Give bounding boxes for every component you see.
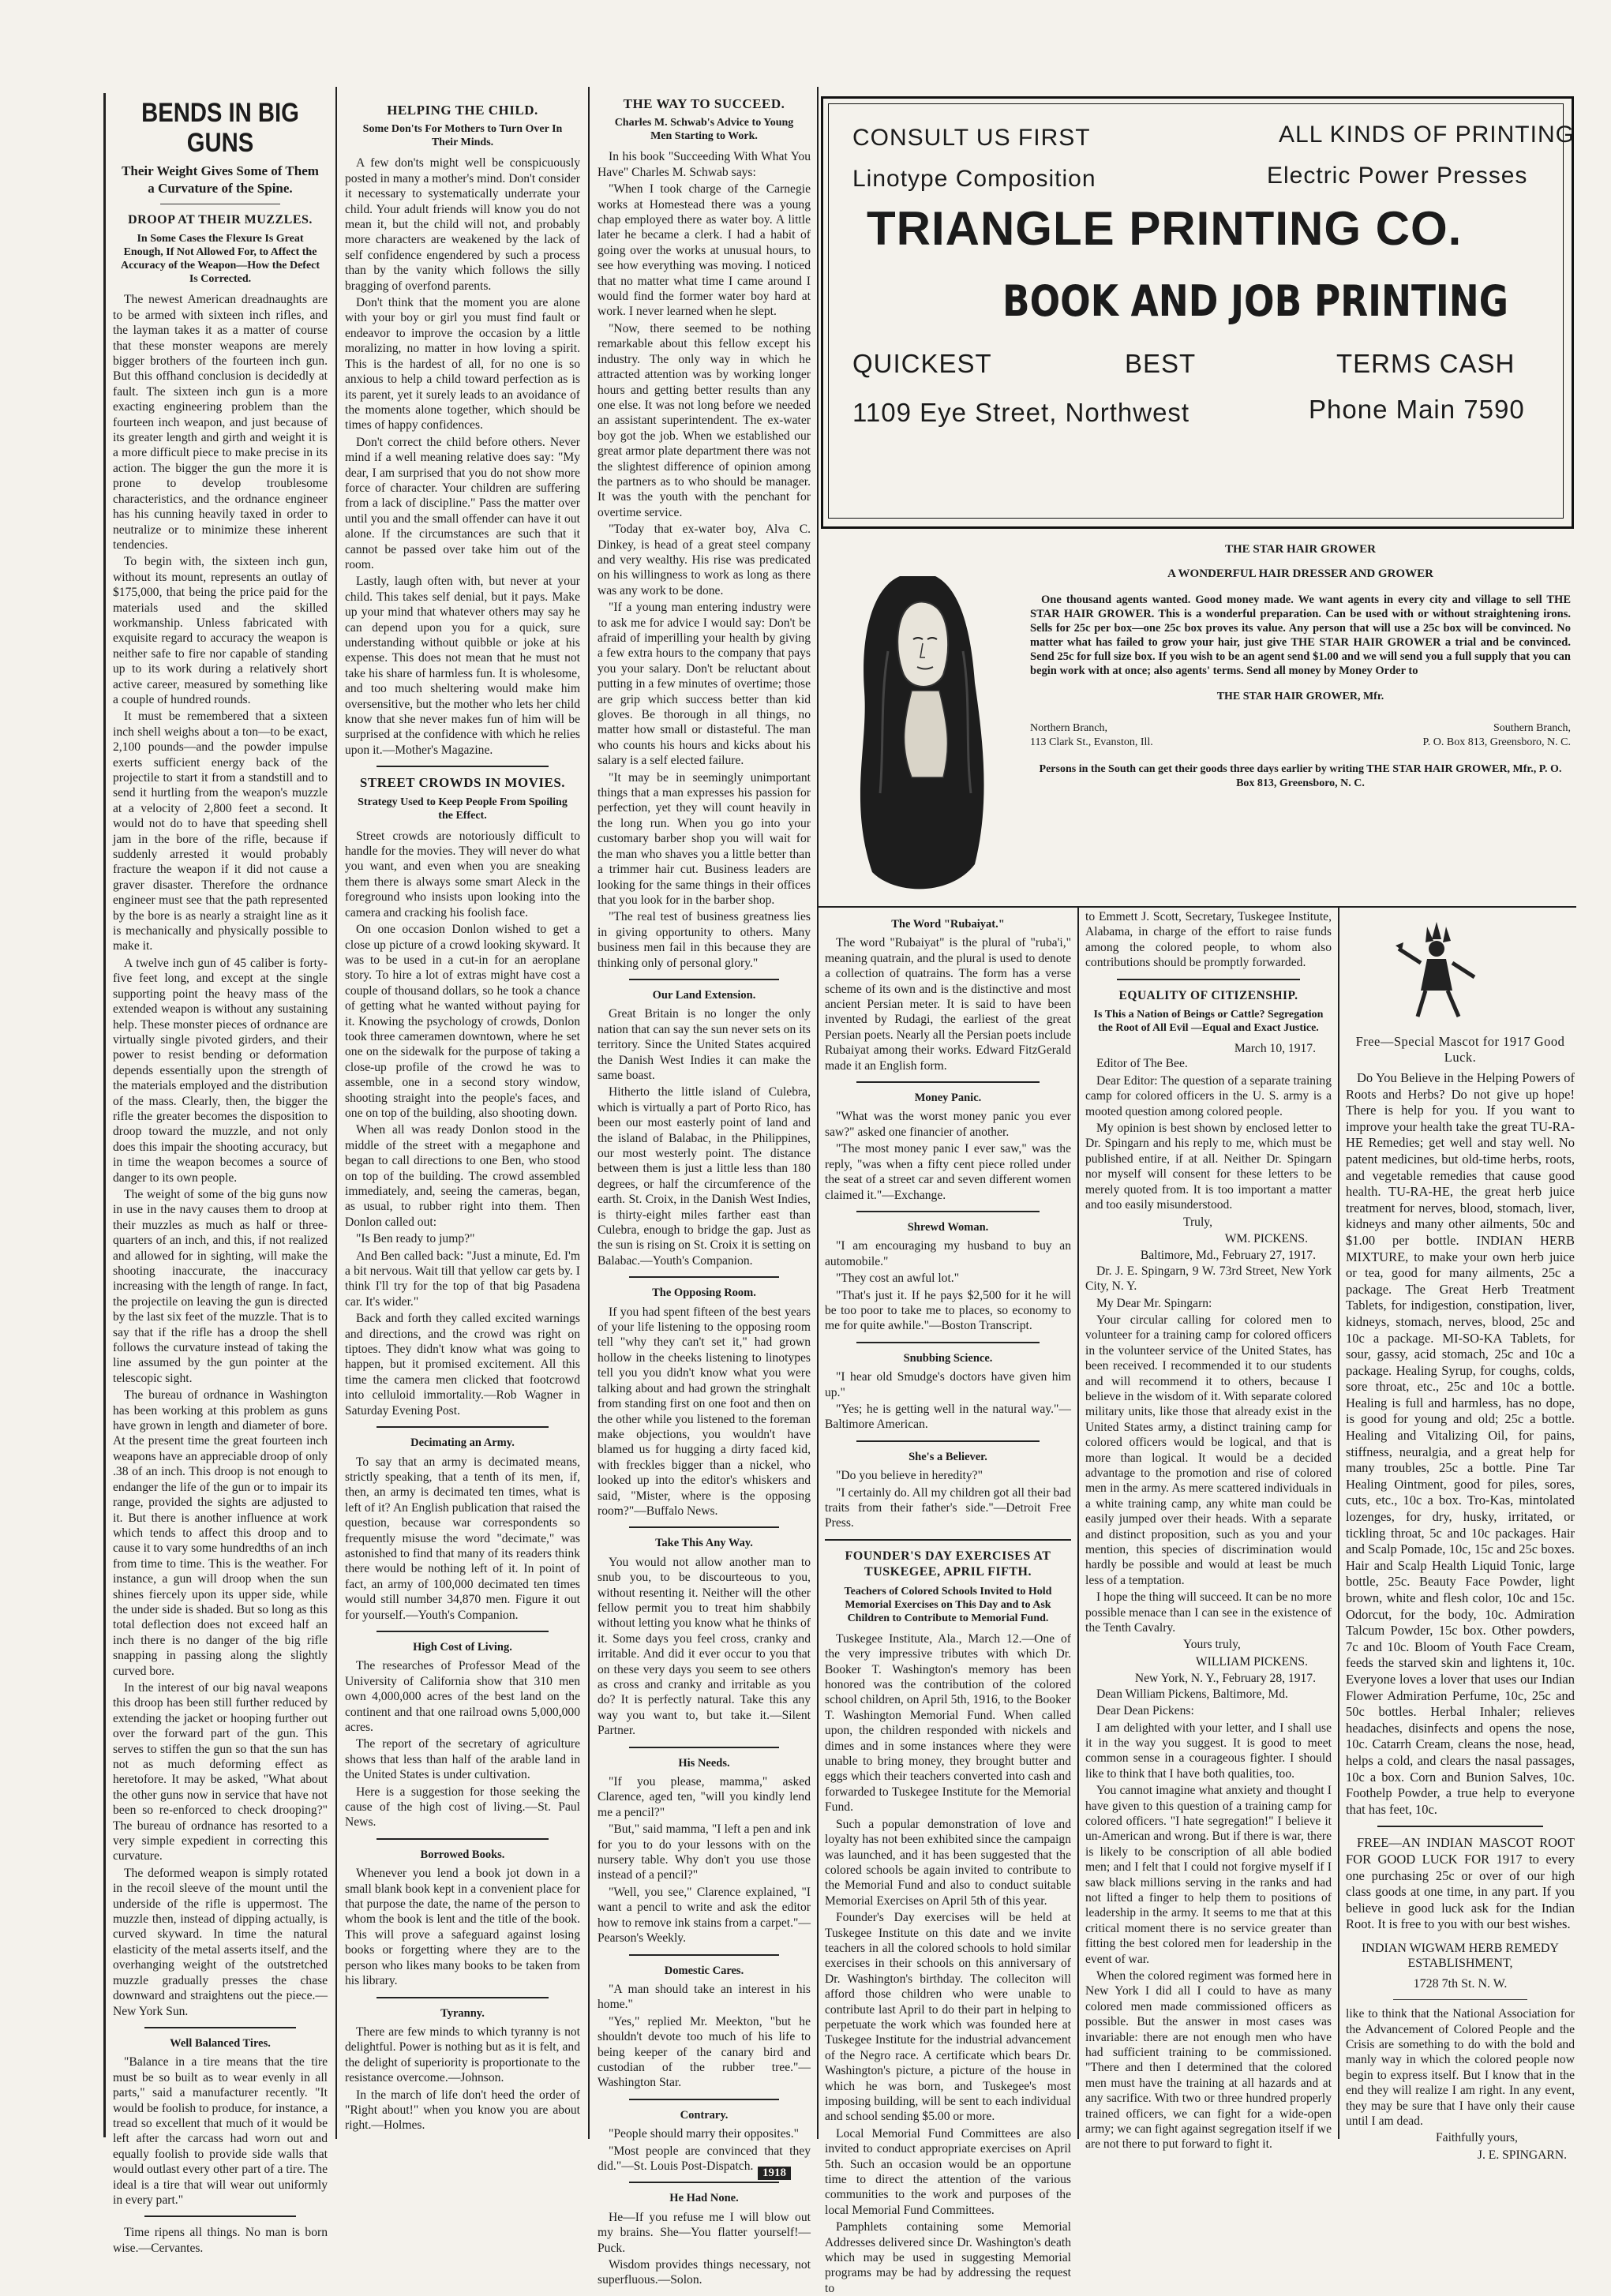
heading-opposing-room: The Opposing Room. xyxy=(652,1287,756,1300)
divider xyxy=(144,2215,296,2217)
divider xyxy=(629,979,779,980)
paragraph: Dr. J. E. Spingarn, 9 W. 73rd Street, New York City, N. Y. xyxy=(1085,1264,1332,1294)
divider xyxy=(144,2027,296,2028)
star-hair-grower-ad xyxy=(1030,541,1571,904)
paragraph: Wisdom provides things necessary, not superfluous.—Solon. xyxy=(598,2258,811,2287)
paragraph: The deformed weapon is simply rotated in the recoil sleeve of the mount until the underside of the rifle is uppermost. The muzzle then, instead of dipping actually, is curved skyward. In time the natural elasticity of the metal asserts itself, and the overhanging weight of the outstretched muzzle gradually presses the chase downward and straightens out the piece.—New York Sun. xyxy=(113,1866,328,2018)
paragraph: "If you please, mamma," asked Clarence, aged ten, "will you kindly lend me a pencil?" xyxy=(598,1775,811,1819)
ad-phone: Phone Main 7590 xyxy=(1309,395,1525,424)
woman-portrait-illustration xyxy=(825,541,1022,904)
deck-droop: In Some Cases the Flexure Is Great Enough, If Not Allowed For, to Affect the Accuracy of the Weapon—How the Defect Is Corrected. xyxy=(120,233,320,286)
paragraph: "People should marry their opposites." xyxy=(609,2127,799,2141)
herb-ad-body xyxy=(1346,1070,1575,1818)
paragraph: "Well, you see," Clarence explained, "I want a pencil to write and ask the editor how to remove ink stains from a carpet."—Pearson's Weekly. xyxy=(598,1885,811,1946)
ad-company-name: TRIANGLE PRINTING CO. xyxy=(867,202,1463,255)
paragraph: The report of the secretary of agriculture shows that less than half of the arable land in the United States is under cultivation. xyxy=(345,1737,580,1782)
heading-borrowed-books: Borrowed Books. xyxy=(420,1848,505,1861)
column-5 xyxy=(1085,909,1332,2152)
paragraph: "But," said mamma, "I left a pen and ink for you to do your lessons with on the nursery table. Why don't you use those instead of a pencil?" xyxy=(598,1822,811,1882)
hair-ad-branches xyxy=(1030,721,1571,750)
ad-electric-presses: Electric Power Presses xyxy=(1267,163,1528,189)
paragraph: Dean William Pickens, Baltimore, Md. xyxy=(1096,1687,1288,1701)
paragraph: Great Britain is no longer the only nation that can say the sun never sets on its territory. Since the United States acquired the Danish West Indies it can make the same boast. xyxy=(598,1007,811,1082)
divider xyxy=(856,1440,1040,1442)
heading-rubaiyat: The Word "Rubaiyat." xyxy=(891,918,1005,931)
divider xyxy=(629,2182,779,2183)
paragraph: The bureau of ordnance in Washington has been working at this problem as guns have grown in length and diameter of bore. At the present time the great fourteen inch weapons have an appreciable droop of only .38 of an inch. This droop is not enough to endanger the life of the gun or to impair its range, provided the sights are adjusted to it. But there is another influence at work which tends to affect this droop and to cause it to vary some hundredths of an inch from time to time. This is the weather. For instance, a gun will droop when the sun shines fiercely upon its upper side, while the under side is shaded. But so long as this total deflection does not exceed half an inch there is no danger of the big rifle snapping in passing along the slightly curved bore. xyxy=(113,1388,328,1678)
paragraph: Hitherto the little island of Culebra, which is virtually a part of Porto Rico, has been our most easterly point of land and the island of Balabac, in the Philippines, our most westerly point. The distance between them is just a little less than 180 degrees, or half the circumference of the earth. St. Croix, in the Danish West Indies, is thirty-eight miles farther east than Culebra, enough to bridge the gap. Just as the sun is rising on St. Croix it is setting on Balabac.—Youth's Companion. xyxy=(598,1085,811,1268)
page-folio: 1918 xyxy=(758,2167,791,2180)
paragraph: "Do you believe in heredity?" xyxy=(836,1469,983,1483)
paragraph: The researches of Professor Mead of the University of California show that 310 men own 4,000,000 acres of the best land on the continent and that one railroad owns 5,000,000 acres. xyxy=(345,1659,580,1734)
paragraph: If you had spent fifteen of the best years of your life listening to the opposing room tell "why they can't set it," had grown hollow in the cheeks listening to linotypes tell you you didn't know what you were talking about and had grown the stringhalt from standing first on one foot and then on the other while you listened to the foreman make objections, you wouldn't have blamed us for hugging a dirty faced kid, with freckles bigger than a nickel, who looked up into the editor's whiskers and said, "Mister, where is the opposing room?"—Buffalo News. xyxy=(598,1305,811,1518)
paragraph: To say that an army is decimated means, strictly speaking, that a tenth of its men, if, then, an army is decimated ten times, what is left of it? An English publication that raised the question, because war correspondents so frequently misuse the word "decimate," was astonished to find that many of its readers think there would be nothing left of it. In point of fact, an army of 100,000 decimated ten times would still number 34,870 men. Figure it out for yourself.—Youth's Companion. xyxy=(345,1455,580,1622)
paragraph: Tuskegee Institute, Ala., March 12.—One of the very impressive tributes with which Dr. Booker T. Washington's memory has been honored was the contribution of the colored school children, on April 5th, 1916, to the Booker T. Washington Memorial Fund. When called upon, the children responded with nickels and dimes and in some instances where they were unable to bring money, they brought butter and eggs which their teachers converted into cash and forwarded to Tuskegee Institute for the Memorial Fund. xyxy=(825,1631,1071,1815)
heading-believer: She's a Believer. xyxy=(909,1450,987,1463)
hair-ad-body: One thousand agents wanted. Good money made. We want agents in every city and village to sell THE STAR HAIR GROWER. This is a wonderful preparation. Can be used with or without straightening irons. Sells for 25c per box—one 25c box proves its value. Any person that will use a 25c box will be convinced. No matter what has failed to grow your hair, just give THE STAR HAIR GROWER a trial and be convinced. Send 25c for full size box. If you wish to be an agent send $1.00 and we will send you a full supply that you can begin work with at once; also agents' terms. Send all money by Money Order to xyxy=(1030,594,1571,677)
heading-land-extension: Our Land Extension. xyxy=(652,988,756,1002)
paragraph: "If a young man entering industry were to ask me for advice I would say: Don't be afraid of imperilling your health by giving a few extra hours to the company that pays you your salary. Don't be reluctant about putting in a few minutes of overtime; those are grip which success better than kid gloves. Be thorough in all things, no matter how small or distasteful. The man who counts his hours and kicks about his salary is a self elected failure. xyxy=(598,601,811,768)
paragraph: The newest American dreadnaughts are to be armed with sixteen inch rifles, and the layman takes it as a matter of course that these monster weapons are merely bigger brothers of the fourteen inch gun. But this offhand conclusion is decidedly at fault. The sixteen inch gun is a more exacting engineering problem than the fourteen inch weapon, and just because of its greater length and girth and weight it is a more difficult piece to make precise in its action. The bigger the gun the more it is prone to develop troublesome characteristics, and the ordnance engineer has his cunning heavily taxed in order to neutralize or to minimize these inherent tendencies. xyxy=(113,293,328,552)
paragraph: My opinion is best shown by enclosed letter to Dr. Spingarn and his reply to me, which must be published entire, if at all. Neither Dr. Spingarn nor myself will consent for these letters to be merely quoted from. It is too important a matter and too easily misunderstood. xyxy=(1085,1122,1332,1212)
herb-ad-address: 1728 7th St. N. W. xyxy=(1413,1976,1508,1991)
divider xyxy=(629,1526,779,1528)
divider xyxy=(629,1954,779,1956)
divider xyxy=(377,766,549,767)
paragraph: It must be remembered that a sixteen inch shell weighs about a ton—to be exact, 2,100 pounds—and the powder impulse exerts sufficient energy back of the projectile to start it from a standstill and to send it hurtling from the weapon's muzzle at a velocity of 2,800 feet a second. It would not do to have that speeding shell jam in the bore of the rifle, because if suddenly arrested it would probably fracture the weapon if it did not cause a graver disaster. Therefore the ordnance engineer must see that the path represented by the bore is as nearly a straight line as it is mechanically and physically possible to make it. xyxy=(113,710,328,953)
paragraph: Editor of The Bee. xyxy=(1096,1057,1188,1071)
divider xyxy=(629,2099,779,2100)
hair-ad-bottom-rule xyxy=(819,906,1576,908)
paragraph: Local Memorial Fund Committees are also invited to conduct appropriate exercises on April 5th. Such an occasion would be an opportune time to direct the attention of the various communities to the work and purposes of the local Memorial Fund Committees. xyxy=(825,2126,1071,2217)
heading-take-this: Take This Any Way. xyxy=(655,1537,753,1550)
column-rule-1 xyxy=(335,87,337,2139)
dateline: New York, N. Y., February 28, 1917. xyxy=(1134,1672,1316,1686)
divider xyxy=(1117,979,1300,980)
paragraph: And Ben called back: "Just a minute, Ed. I'm a bit nervous. Wait till that yellow car gets by. I think I'll try for the top of that big Pasadena car. It's wider." xyxy=(345,1249,580,1309)
herb-ad-establishment: INDIAN WIGWAM HERB REMEDY ESTABLISHMENT, xyxy=(1362,1941,1559,1971)
hair-ad-title: THE STAR HAIR GROWER xyxy=(1224,543,1376,556)
column-6 xyxy=(1346,1026,1575,2162)
signature: J. E. SPINGARN. xyxy=(1477,2148,1567,2162)
heading-snubbing-science: Snubbing Science. xyxy=(903,1351,993,1365)
deck-street-crowds: Strategy Used to Keep People From Spoiling the Effect. xyxy=(358,796,568,822)
column-2 xyxy=(345,95,580,2147)
paragraph: On one occasion Donlon wished to get a close up picture of a crowd looking skyward. It was to be used in a cut-in for an aeroplane story. To hire a lot of extras might have cost a couple of thousand dollars, so he took a chance of getting what he wanted without paying for it. Knowing the psychology of crowds, Donlon took three cameramen downtown, where he set one on the sidewalk for the purpose of taking a close-up profile of the crowd he was to assemble, one in a second story window, shooting straight into the people's faces, and one on top of the building, also shooting down. xyxy=(345,923,580,1120)
hair-ad-footer: Persons in the South can get their goods three days earlier by writing THE STAR HAIR GROWER, Mfr., P. O. Box 813, Greensboro, N. C. xyxy=(1039,763,1562,789)
column-rule-2 xyxy=(588,87,590,2139)
paragraph: "That's just it. If he pays $2,500 for it he will be too poor to take me to places, so economy to me for quite awhile."—Boston Transcript. xyxy=(825,1288,1071,1333)
heading-domestic-cares: Domestic Cares. xyxy=(664,1964,744,1977)
paragraph: "Now, there seemed to be nothing remarkable about this fellow except his industry. The only way in which he attracted attention was by working longer hours and getting better results than any one else. It was not long before we needed an assistant superintendent. The ex-water boy got the job. When we established our great armor plate department there was not the slightest difference of opinion among the partners as to who should be manager. It was the youth with the penchant for overtime service. xyxy=(598,321,811,519)
page-frame-left xyxy=(103,93,106,2137)
paragraph: Lastly, laugh often with, but never at your child. This takes self denial, but it pays. Make up your mind that whatever others may say he can depend upon you for a quick, sure understanding without quibble or joke at his expense. This does not mean that he must not take his share of harmless fun. It is wholesome, and too much sheltering would make him oversensitive, but the mother who lets her child know that she never makes fun of him will be surprised at the confidence with which he relies upon it.—Mother's Magazine. xyxy=(345,575,580,757)
dateline: March 10, 1917. xyxy=(1234,1042,1316,1056)
heading-he-had-none: He Had None. xyxy=(669,2192,739,2205)
ad-address: 1109 Eye Street, Northwest xyxy=(852,398,1190,427)
southern-branch-label: Southern Branch, xyxy=(1493,722,1571,734)
paragraph: "What was the worst money panic you ever saw?" asked one financier of another. xyxy=(825,1110,1071,1139)
paragraph: "Balance in a tire means that the tire must be so built as to wear evenly in all parts," said a manufacturer recently. "It would be foolish to produce, for instance, a tread so excellent that much of it would be left after the carcass had worn out and equally foolish to provide side walls that would outlast every other part of a tire. The ideal is a tire that will wear out uniformly in every part." xyxy=(113,2055,328,2207)
paragraph: Dear Editor: The question of a separate training camp for colored officers in the U. S. army is a mooted question among colored people. xyxy=(1085,1073,1332,1118)
paragraph: To begin with, the sixteen inch gun, without its mount, represents an outlay of $175,000, that being the price paid for the materials used and the skilled workmanship. Unless fabricated with exquisite regard to accuracy the weapon is neither safe to fire nor capable of standing up to its work during a relatively short active career, measured by something like a couple of hundred rounds. xyxy=(113,555,328,706)
column-rule-5 xyxy=(1338,908,1339,2139)
paragraph: In his book "Succeeding With What You Have" Charles M. Schwab says: xyxy=(598,150,811,179)
paragraph: My Dear Mr. Spingarn: xyxy=(1096,1296,1212,1310)
paragraph: "Is Ben ready to jump?" xyxy=(356,1232,475,1246)
paragraph: I am delighted with your letter, and I shall use it in the way you suggest. It is good to meet common sense in a courageous fighter. I should like to think that I have both qualities, too. xyxy=(1085,1721,1332,1781)
paragraph: Back and forth they called excited warnings and directions, and the crowd was right on tiptoes. They didn't know what was going to happen, but it promised excitement. All this time the camera men clicked that footcrowd into celluloid immortality.—Rob Wagner in Saturday Evening Post. xyxy=(345,1312,580,1418)
paragraph: Such a popular demonstration of love and loyalty has not been exhibited since the campaign was launched, and it has been suggested that the colored schools be again invited to contribute to the Memorial Fund and also to conduct suitable Memorial Exercises on April 5th of this year. xyxy=(825,1817,1071,1908)
northern-branch-label: Northern Branch, xyxy=(1030,722,1107,734)
deck-equality: Is This a Nation of Beings or Cattle? Segregation the Root of All Evil —Equal and Exact Justice. xyxy=(1093,1009,1324,1035)
paragraph: When all was ready Donlon stood in the middle of the street with a megaphone and began to call directions to one Ben, who stood on top of the building. The crowd assembled immediately, and, seeing the cameras, began, as usual, to rubber right into them. Then Donlon called out: xyxy=(345,1123,580,1229)
ad-consult-us-first: CONSULT US FIRST xyxy=(852,125,1091,151)
column-4 xyxy=(825,909,1071,2295)
hair-ad-signature: THE STAR HAIR GROWER, Mfr. xyxy=(1216,691,1384,702)
paragraph: "It may be in seemingly unimportant things that a man expresses his passion for perfection, yet they will count heavily in the long run. When you go into your customary barber shop you will wait for the man who shaves you a little better than a trimmer hair cut. Business leaders are looking for the same things in their offices that you look for in the barber shop. xyxy=(598,770,811,907)
paragraph: "They cost an awful lot." xyxy=(836,1272,960,1286)
heading-his-needs: His Needs. xyxy=(678,1756,730,1770)
deck-way-to-succeed: Charles M. Schwab's Advice to Young Men Starting to Work. xyxy=(614,117,794,143)
heading-decimating: Decimating an Army. xyxy=(410,1436,515,1450)
southern-branch xyxy=(1423,721,1571,750)
paragraph: "Yes; he is getting well in the natural way."—Baltimore American. xyxy=(825,1402,1071,1432)
paragraph: "The real test of business greatness lies in giving opportunity to others. Many business men fail in this because they are thinking only of personal glory." xyxy=(598,910,811,970)
paragraph: In the march of life don't heed the order of "Right about!" when you know you are about right.—Holmes. xyxy=(345,2088,580,2133)
divider xyxy=(856,1342,1040,1343)
heading-high-cost: High Cost of Living. xyxy=(413,1640,512,1654)
paragraph: When the colored regiment was formed here in New York I did all I could to have as many colored men made commissioned officers as possible. But the answer in most cases was invariable: there are not enough men who have had sufficient training to be commissioned. "There and then I determined that the colored men must have the training at all hazards and at any sacrifice. With two or three hundred properly trained officers, we can fight for a wide-open army; we can fight against segregation itself if we are not there to put forward to fight it. xyxy=(1085,1969,1332,2152)
divider xyxy=(825,1539,1071,1541)
heading-shrewd-woman: Shrewd Woman. xyxy=(907,1220,989,1234)
deck-bends: Their Weight Gives Some of Them a Curvature of the Spine. xyxy=(122,163,319,196)
headline-street-crowds: STREET CROWDS IN MOVIES. xyxy=(359,775,566,791)
hair-ad-subtitle: A WONDERFUL HAIR DRESSER AND GROWER xyxy=(1167,567,1433,580)
ad-book-and-job: BOOK AND JOB PRINTING xyxy=(1002,276,1508,326)
divider xyxy=(1377,1826,1543,1827)
herb-ad-title: Free—Special Mascot for 1917 Good Luck. xyxy=(1355,1034,1565,1065)
ad-best: BEST xyxy=(1125,349,1197,378)
paragraph: In the interest of our big naval weapons this droop has been still further reduced by extending the jacket or hooping further out over the forward part of the gun. This serves to stiffen the gun so that the sun has not as much deforming effect as heretofore. It may be asked, "What about the other guns now in service that have not been so re-enforced to check drooping?" The bureau of ordnance has resorted to a very simple expedient in correcting this curvature. xyxy=(113,1680,328,1863)
paragraph: Faithfully yours, xyxy=(1436,2131,1518,2145)
divider xyxy=(377,1631,549,1632)
ad-quickest: QUICKEST xyxy=(852,349,992,378)
signature: WM. PICKENS. xyxy=(1224,1231,1308,1245)
subhead-droop: DROOP AT THEIR MUZZLES. xyxy=(128,213,313,227)
paragraph: A twelve inch gun of 45 caliber is forty-five feet long, and except at the single supporting point the heavy mass of the extended weapon is without any sustaining help. These monster pieces of ordnance are virtually single pivoted girders, and their power to resist bending or deformation depends essentially upon the strength of the materials employed and the distribution of the mass. Clearly, then, the bigger the rifle the greater becomes the disposition to droop toward the muzzle, and not only does this impair the shooting accuracy, but in time the weapon becomes a source of danger to its own people. xyxy=(113,956,328,1185)
paragraph: Yours truly, xyxy=(1183,1638,1241,1652)
paragraph: Dear Dean Pickens: xyxy=(1096,1704,1194,1718)
paragraph: "The most money panic I ever saw," was the reply, "was when a fifty cent piece rolled under the seat of a street car and seven different women claimed it."—Exchange. xyxy=(825,1142,1071,1202)
ad-terms-cash: TERMS CASH xyxy=(1336,349,1515,378)
paragraph: The word "Rubaiyat" is the plural of "ruba'i," meaning quatrain, and the plural is used to denote a collection of quatrains. The form has a verse scheme of its own and is the distinctive and most ancient Persian meter. It is said to have been invented by Rudagi, the earliest of the great Persian poets. Nearly all the Persian poets include Rubaiyat among their works. Edward FitzGerald made it an English form. xyxy=(825,936,1071,1073)
paragraph: Your circular calling for colored men to volunteer for a training camp for colored officers in the volunteer service of the United States, has been received. I recommended it to our students and will recommend it to others, because I believe in the wisdom of it. With separate colored military units, like those that already exist in the United States army, a distinct training camp for colored officers would be logical, and that is more than logical. It would be a decided advantage to the promotion and rise of colored men in the army. As mere scattered individuals in a white training camp, any white man could be easily jumped over their heads. With a separate and distinct proposition, such as you and your mention, this species of discrimination would hardly be possible and would at least be much less of a temptation. xyxy=(1085,1313,1332,1587)
paragraph: to Emmett J. Scott, Secretary, Tuskegee Institute, Alabama, in charge of the effort to raise funds among the colored people, to whom also contributions should be promptly forwarded. xyxy=(1085,910,1332,970)
heading-tires: Well Balanced Tires. xyxy=(170,2036,271,2050)
column-rule-3 xyxy=(817,87,819,2139)
headline-founders-day: FOUNDER'S DAY EXERCISES AT TUSKEGEE, APRIL FIFTH. xyxy=(845,1549,1051,1579)
ad-all-kinds-of-printing: ALL KINDS OF PRINTING xyxy=(1279,122,1575,148)
headline-equality: EQUALITY OF CITIZENSHIP. xyxy=(1118,988,1298,1002)
paragraph: Don't think that the moment you are alone with your boy or girl you must find fault or endeavor to improve the occasion by a little moralizing, no matter in how loving a spirit. This is the hardest of all, for no one is so anxious to help a child toward perfection as is its parent, yet it surely leads to an avoidance of the moments alone together, which should be times of happy confidences. xyxy=(345,296,580,433)
ad-linotype: Linotype Composition xyxy=(852,166,1096,192)
paragraph: You would not allow another man to snub you, to be discourteous to you, without resenting it. Neither will the other fellow permit you to treat him shabbily without letting you know what he thinks of it. Some days you feel cross, cranky and irritable. And did it ever occur to you that on these very days you seem to see others as cross and cranky and irritable as you do? It is perfectly natural. Take this any way you want to, but take it.—Silent Partner. xyxy=(598,1555,811,1738)
northern-branch-address: 113 Clark St., Evanston, Ill. xyxy=(1030,736,1153,748)
headline-bends-in-big-guns: BENDS IN BIG GUNS xyxy=(141,98,299,158)
paragraph: Street crowds are notoriously difficult to handle for the movies. They will never do what you want, and even when you are sneaking them there is always some smart Aleck in the foreground who insists upon looking into the camera and cracking his foolish face. xyxy=(345,829,580,920)
divider xyxy=(1393,1999,1527,2000)
deck-founders-day: Teachers of Colored Schools Invited to Hold Memorial Exercises on This Day and to Ask Children to Contribute to Memorial Fund. xyxy=(844,1585,1052,1624)
paragraph: "Most people are convinced that they did."—St. Louis Post-Dispatch. xyxy=(598,2144,811,2173)
paragraph: like to think that the National Association for the Advancement of Colored People and the Crisis are something to do with the bold and manly way in which the colored people now begin to express itself. But I know that in the end they will realize I am right. In any event, they may be sure that I have only their cause until I am dead. xyxy=(1346,2007,1575,2128)
divider xyxy=(629,1747,779,1748)
paragraph: "When I took charge of the Carnegie works at Homestead there was a young chap employed there as water boy. A little later he became a clerk. I had a habit of going over the works at unusual hours, to see how everything was moving. I noticed that no matter what time I came around I would find the former water boy hard at work. I never learned when he slept. xyxy=(598,182,811,319)
column-rule-4 xyxy=(1077,908,1079,2139)
headline-way-to-succeed: THE WAY TO SUCCEED. xyxy=(623,96,785,111)
deck-helping-the-child: Some Don'ts For Mothers to Turn Over In Their Minds. xyxy=(362,123,563,149)
paragraph: "Yes," replied Mr. Meekton, "but he shouldn't devote too much of his life to being keeper of the canary bird and custodian of the rubber tree."—Washington Star. xyxy=(598,2014,811,2090)
divider xyxy=(856,1211,1040,1212)
northern-branch xyxy=(1030,721,1153,750)
paragraph: The weight of some of the big guns now in use in the navy causes them to droop at their muzzles as much as half or three-quarters of an inch, and this, if not realized and allowed for in sighting, will make the shooting inaccurate, the inaccuracy increasing with the length of range. In fact, the projectile on leaving the gun is directed by the last six feet of the muzzle. That is to say that if the rifle has a droop the shell follows the curvature instead of taking the line assumed by the gun pointer at the telescopic sight. xyxy=(113,1187,328,1385)
headline-helping-the-child: HELPING THE CHILD. xyxy=(387,103,538,118)
divider xyxy=(377,1426,549,1428)
paragraph: Truly, xyxy=(1183,1215,1212,1229)
filler-quote: Time ripens all things. No man is born wise.—Cervantes. xyxy=(113,2226,328,2255)
article-body-bends xyxy=(113,292,328,2019)
paragraph: There are few minds to which tyranny is not delightful. Power is nothing but as it is felt, and the delight of superiority is proportionate to the resistance overcome.—Johnson. xyxy=(345,2024,580,2085)
paragraph: "Today that ex-water boy, Alva C. Dinkey, is head of a great steel company and very wealthy. His rise was predicated on his willingness to work as long as there was any work to be done. xyxy=(598,522,811,597)
heading-tyranny: Tyranny. xyxy=(440,2006,485,2020)
paragraph: "A man should take an interest in his home." xyxy=(598,1982,811,2012)
paragraph: Do You Believe in the Helping Powers of Roots and Herbs? Do not give up hope! There is help for you. If you want to improve your health take the great TU-RA-HE Remedies; get well and stay well. No patent medicines, but old-time herbs, roots, and vegetable remedies that cause good health. TU-RA-HE, the great herb juice treatment for nerves, blood, stomach, liver, kidneys and many other ailments, 50c and $1.00 per bottle. INDIAN HERB MIXTURE, to make your own herb juice or tea, good for many ailments, 25c a package. The Great Herb Treatment Tablets, for indigestion, constipation, liver, kidneys, stomach, nerves, blood, 25c and 10c a package. MI-SO-KA Tablets, for sour, gassy, acid stomach, 25c and 10c a package. Healing Syrup, for coughs, colds, sore throat, etc., 25c and 10c a bottle. Healing is full and harmless, has no dope, is good for young and old; 25c a bottle. Healing and Vitalizing Oil, for pains, stiffness, neuralgia, and a great help for many troubles, 25c a bottle. Pine Tar Healing Ointment, good for piles, sores, cuts, etc., 10c a box. Tro-Kas, mintolated lozenges, for dry, husky, irritated, or tickling throat, 5c and 10c packages. Hair and Scalp Pomade, 10c, 15c and 25c boxes. Hair and Scalp Health Liquid Tonic, large bottle, 25c. Beauty Face Powder, light brown, white and flesh color, 10c and 15c. Odorcut, for the body, 10c. Admiration Talcum Powder, 15c box. Other powders, 7c and 10c. Bloom of Youth Face Cream, feeds the starved skin and lightens it, 10c. Everyone loves a lover that uses our Indian Flower Admiration Perfume, 10c, 25c and 50c bottles. Herbal Inhaler; relieves headaches, disinfects and opens the nose, 10c. Catarrh Cream, cleans the nose, head, helps a cold, and clears the nasal passages, 10c a box. Corn and Bunion Salves, 10c. Foothelp Powder, a true help to everyone that has feet, 10c. xyxy=(1346,1070,1575,1817)
divider xyxy=(377,1997,549,1998)
divider xyxy=(377,1838,549,1840)
paragraph: Here is a suggestion for those seeking the cause of the high cost of living.—St. Paul News. xyxy=(345,1785,580,1830)
paragraph: "I hear old Smudge's doctors have given him up." xyxy=(825,1370,1071,1399)
divider xyxy=(629,1276,779,1278)
column-1 xyxy=(113,95,328,2255)
heading-contrary: Contrary. xyxy=(680,2108,729,2122)
paragraph: Founder's Day exercises will be held at Tuskegee Institute on this date and we invite teachers in all the colored schools to hold similar exercises in their schools on this anniversary of Dr. Washington's birthday. The colleciton will afford those children who were unable to contribute last April to do their part in helping to perpetuate the work which was founded here at Tuskegee Institute for the industrial advancement of the Negro race. A certificate which bears Dr. Washington's picture, a picture of the house in which he was born, and Tuskegee's most imposing building, will be sent to each individual and school sending $5.00 or more. xyxy=(825,1911,1071,2124)
paragraph: You cannot imagine what anxiety and thought I have given to this question of a training camp for colored officers. "I hate segregation!" I believe it un-American and wrong. But if there is war, there is likely to be conscription of all able bodied men; and I felt that I could not forgive myself if I saw black millions serving in the ranks and had not lifted a finger to help them to positions of leadership in the army. It seems to me that at this critical moment there is no service greater than fitting the best colored men for leadership in the event of war. xyxy=(1085,1784,1332,1966)
paragraph: A few don'ts might well be conspicuously posted in many a mother's mind. Don't consider it necessary to systematically underrate your child. Your adult friends will know you do not mean it, but the child will not, and probably more characters are weakened by the lack of self confidence engendered by such a process than by the vanity which follows the silly bragging of overfond parents. xyxy=(345,156,580,293)
paragraph: "I am encouraging my husband to buy an automobile." xyxy=(825,1239,1071,1268)
paragraph: Don't correct the child before others. Never mind if a well meaning relative does say: "My dear, I am surprised that you do not show more force of character. Your children are suffering from a lack of discipline." Pass the matter over until you and the small offender can have it out alone. If the circumstances are such that it cannot be passed over take him out of the room. xyxy=(345,435,580,571)
dateline: Baltimore, Md., February 27, 1917. xyxy=(1140,1249,1316,1263)
heading-money-panic: Money Panic. xyxy=(914,1092,982,1105)
paragraph: "I certainly do. All my children got all their bad traits from their father's side."—Detroit Free Press. xyxy=(825,1485,1071,1530)
indian-mascot-illustration xyxy=(1389,916,1484,1022)
paragraph: I hope the thing will succeed. It can be no more possible menace than I can see in the existence of the Tenth Cavalry. xyxy=(1085,1590,1332,1635)
southern-branch-address: P. O. Box 813, Greensboro, N. C. xyxy=(1422,736,1571,748)
herb-ad-free-offer: FREE—AN INDIAN MASCOT ROOT FOR GOOD LUCK FOR 1917 to every one purchasing 25c or over of our high class goods at one time, in any part. If you believe in good luck ask for the Indian Root. It is free to you with our best wishes. xyxy=(1346,1835,1575,1932)
divider xyxy=(856,1081,1040,1083)
paragraph: He—If you refuse me I will blow out my brains. She—You flatter yourself!—Puck. xyxy=(598,2210,811,2255)
paragraph: Whenever you lend a book jot down in a small blank book kept in a convenient place for that purpose the date, the name of the person to whom the book is lent and the title of the book. This will prove a safeguard against losing books or forgetting where they are to the person who likes many books to be taken from his library. xyxy=(345,1867,580,1988)
signature: WILLIAM PICKENS. xyxy=(1195,1654,1308,1669)
paragraph: Pamphlets containing some Memorial Addresses delivered since Dr. Washington's death which may be used in suggesting Memorial programs may be had by addressing the request to xyxy=(825,2220,1071,2295)
